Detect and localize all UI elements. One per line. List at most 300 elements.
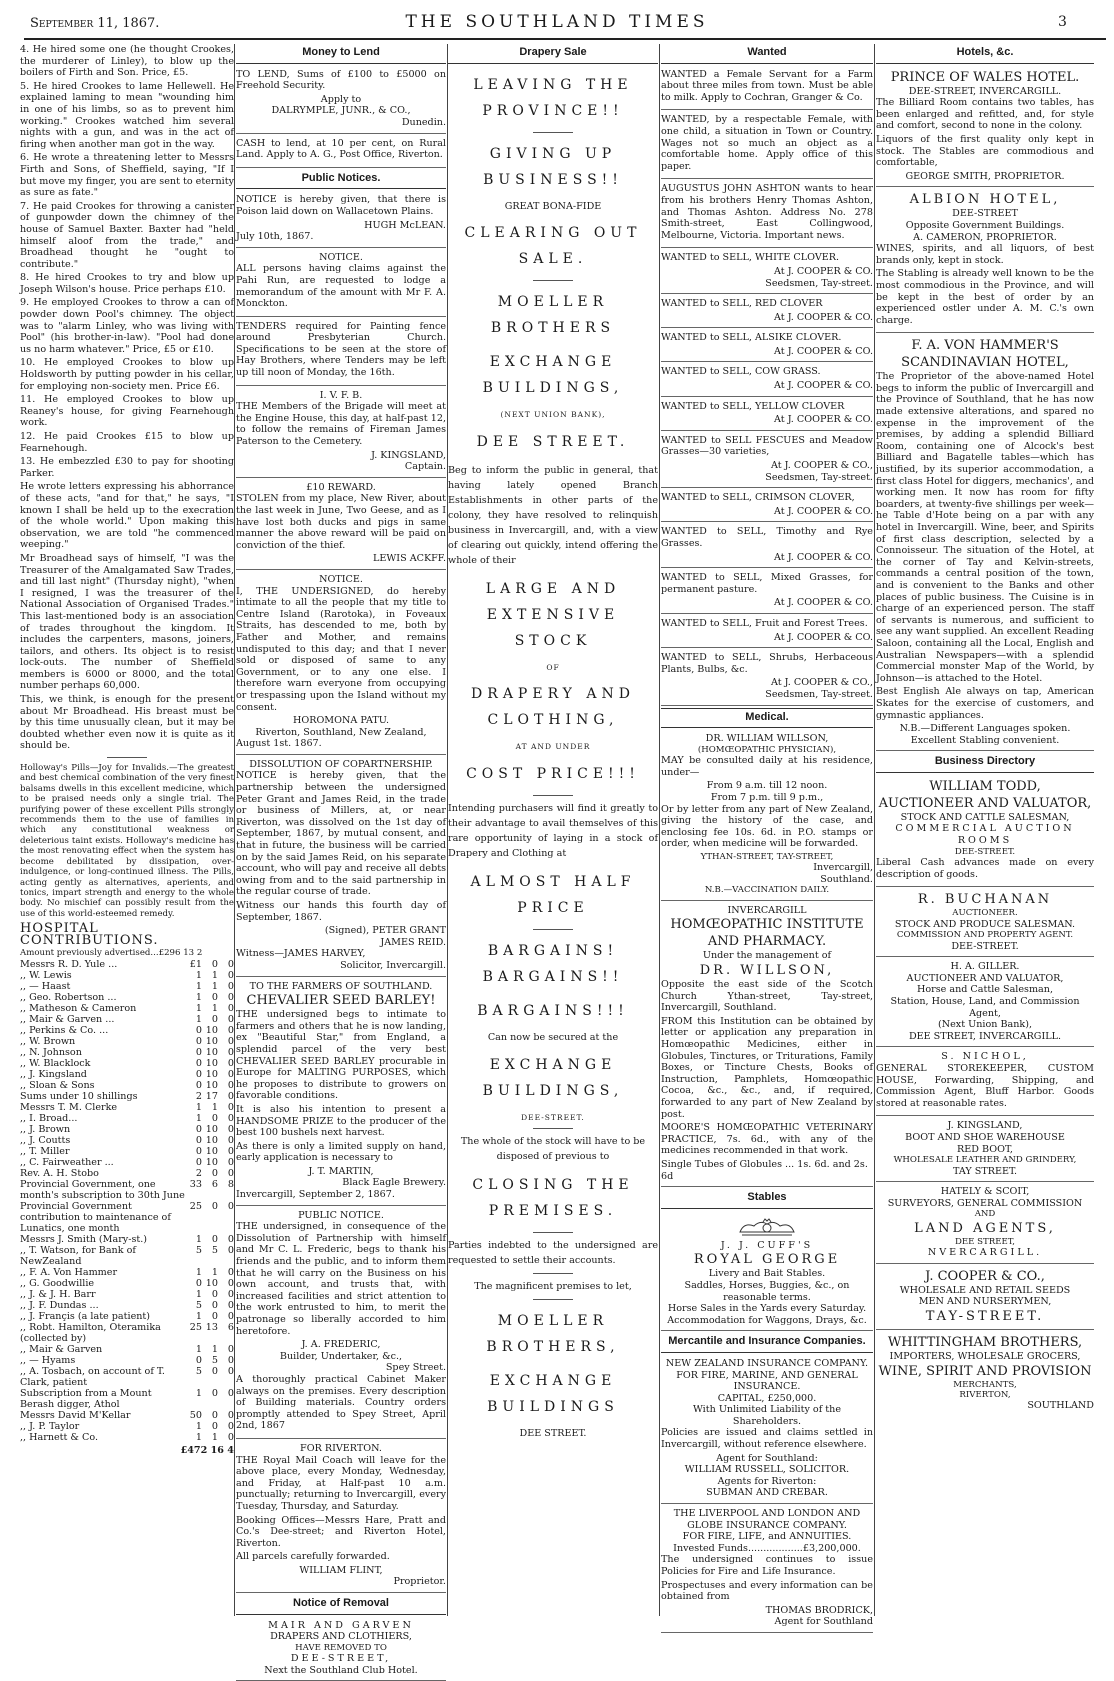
table-row — [20, 1245, 234, 1267]
masthead-rule — [24, 38, 1106, 40]
amount-cell: 0 — [227, 1299, 234, 1311]
amount-cell: 0 — [227, 1013, 234, 1025]
contributor-name: Messrs R. D. Yule ... — [20, 958, 118, 970]
contributor-name: ,, Mair & Garven ... — [20, 1013, 115, 1025]
table-row — [20, 1311, 234, 1322]
amount-cell: 0 — [227, 1200, 234, 1212]
article-paragraph: 8. He hired Crookes to try and blow up Joseph Wilson's house. Price perhaps £10. — [20, 272, 234, 295]
notice-reward: £10 REWARD. STOLEN from my place, New River, about the last week in June, Two Geese, and as I have lost both ducks and pigs in same manner the above reward will be paid on conviction of the thief. LEWIS ACKFF. — [236, 480, 446, 570]
amount-cell: 1 — [195, 1266, 202, 1278]
amount-cell: 1 — [195, 1112, 202, 1124]
amount-cell: 0 — [195, 1079, 202, 1091]
amount-cell: 0 — [227, 1112, 234, 1124]
contributor-name: ,, A. Tosbach, on account of T. Clark, patient — [20, 1365, 165, 1388]
wanted-ashton: AUGUSTUS JOHN ASHTON wants to hear from his brothers Henry Thomas Ashton, and Thomas Ashton. Address No. 278 Smith-street, East Collingwood, Melbourne, Victoria. Important news. — [661, 181, 873, 248]
contributor-name: ,, J. & J. H. Barr — [20, 1288, 96, 1300]
section-business-directory: Business Directory — [876, 753, 1094, 773]
headline-bona-fide: GREAT BONA-FIDE — [504, 200, 602, 212]
table-row — [20, 1146, 234, 1157]
column-rule — [234, 44, 235, 1616]
advert-cooper: J. COOPER & CO., WHOLESALE AND RETAIL SEEDS MEN AND NURSERYMEN, TAY-STREET. — [876, 1266, 1094, 1330]
seed-advert — [661, 616, 873, 648]
divider — [533, 1232, 573, 1233]
amount-cell: 5 — [211, 1244, 218, 1256]
amount-cell: 0 — [195, 1156, 202, 1168]
seed-advert — [661, 250, 873, 294]
headline-bargains-2: BARGAINS!!! — [477, 1002, 629, 1019]
amount-cell: 10 — [205, 1024, 218, 1036]
section-public-notices: Public Notices. — [236, 170, 446, 190]
seed-advert-text: WANTED to SELL, Shrubs, Herbaceous Plants, Bulbs, &c. — [661, 652, 873, 675]
seed-advert-seller: At J. COOPER & CO. — [774, 551, 873, 563]
amount-cell: 10 — [205, 1134, 218, 1146]
holloway-advert: Holloway's Pills—Joy for Invalids.—The greatest and best chemical combination of the very finest balsams dwells in this excellent medicine, which to be praised needs only a single trial. The purifying power of these excellent Pills strongly recommends them to the use of families in which any constitutional weakness or deleterious taint exists. Holloway's medicine has the most renovating effect when the system has become debilitated by dissipation, over-indulgence, or long-continued illness. The Pills, acting gently as alternatives, aperients, and tonics, impart strength and energy to the whole body. No mischief can possibly result from the use of this world-esteemed remedy. — [20, 763, 234, 919]
seed-advert-seller: At J. COOPER & CO. — [774, 265, 873, 277]
drapery-secured: Can now be secured at the — [487, 1031, 619, 1043]
notice-fire-brigade: I. V. F. B. THE Members of the Brigade will meet at the Engine House, this day, at half-past 12, to follow the remains of Fireman James Paterson to the Cemetery. J. KINGSLAND, Captain. — [236, 388, 446, 478]
contributor-name: ,, W. Lewis — [20, 969, 72, 981]
seed-advert — [661, 330, 873, 362]
amount-cell: 2 — [195, 1090, 202, 1102]
amount-cell: 0 — [195, 1035, 202, 1047]
seed-advert — [661, 399, 873, 431]
advert-nichol: S. NICHOL, GENERAL STOREKEEPER, CUSTOM HOUSE, Forwarding, Shipping, and Commission Agent, Bluff Harbor. Goods stored at reasonable rates. — [876, 1049, 1094, 1116]
table-row — [20, 981, 234, 992]
notice-poison: NOTICE is hereby given, that there is Poison laid down on Wallacetown Plains. HUGH McLEAN. July 10th, 1867. — [236, 192, 446, 247]
contributor-name: ,, Sloan & Sons — [20, 1079, 95, 1091]
contributor-name: ,, Robt. Hamilton, Oteramika (collected by) — [20, 1321, 161, 1344]
advert-hately-scoit: HATELY & SCOIT, SURVEYORS, GENERAL COMMISSION AND LAND AGENTS, DEE STREET, NVERCARGILL. — [876, 1184, 1094, 1264]
contributor-name: ,, Harnett & Co. — [20, 1431, 99, 1443]
amount-cell: 10 — [205, 1123, 218, 1135]
amount-cell: 10 — [205, 1079, 218, 1091]
article-paragraph: 10. He employed Crookes to blow up Holdsworth by putting powder in his cellar, for employing non-society men. Price £6. — [20, 357, 234, 392]
table-row — [20, 1344, 234, 1355]
amount-cell: 0 — [211, 991, 218, 1003]
amount-cell: 2 — [195, 1167, 202, 1179]
amount-cell: 10 — [205, 1035, 218, 1047]
amount-cell: 0 — [227, 1310, 234, 1322]
seed-advert-text: WANTED to SELL, YELLOW CLOVER — [661, 400, 845, 412]
amount-cell: 0 — [211, 1112, 218, 1124]
table-row — [20, 1289, 234, 1300]
amount-cell: 0 — [211, 958, 218, 970]
amount-cell: 1 — [195, 1002, 202, 1014]
headline-of: OF — [546, 662, 560, 672]
seed-advert — [661, 296, 873, 328]
section-medical: Medical. — [661, 708, 873, 729]
table-row — [20, 1113, 234, 1124]
section-mercantile: Mercantile and Insurance Companies. — [661, 1333, 873, 1353]
headline-closing: CLOSING THE PREMISES. — [472, 1177, 634, 1220]
notice-centre-island: NOTICE. I, THE UNDERSIGNED, do hereby intimate to all the people that my title to Centre Island (Rarotoka), in Foveaux Straits, has descended to me, both by Father and Mother, and remains undisputed to this day; and that I never sold or disposed of same to any Government, or to any one else. I therefore warn everyone from occupying or trespassing upon the Island without my consent. HOROMONA PATU. Riverton, Southland, New Zealand, August 1st. 1867. — [236, 572, 446, 755]
headline-dee-street: DEE STREET. — [476, 433, 630, 450]
amount-cell: 1 — [211, 1266, 218, 1278]
advert-homeopathic: INVERCARGILL HOMŒOPATHIC INSTITUTE AND PHARMACY. Under the management of DR. WILLSON, Opposite the east side of the Scotch Church Ythan-street, Tay-street, Invercargill, Southland. FROM this Institution can be obtained by letter or application any preparation in Homœopathic Medicines, either in Globules, Tinctures, or Triturations, Family Boxes, or Tincture Chests, Books of Instruction, Pamphlets, Homœopathic Cocoa, &c., &c., and, if required, forwarded to any part of New Zealand by post. MOORE'S HOMŒOPATHIC VETERINARY PRACTICE, 7s. 6d., with any of the medicines recommended in that work. Single Tubes of Globules ... 1s. 6d. and 2s. 6d — [661, 903, 873, 1187]
contributor-name: ,, J. Coutts — [20, 1134, 71, 1146]
amount-cell: 0 — [211, 1387, 218, 1399]
divider — [107, 757, 147, 758]
seed-advert-text: WANTED to SELL, Timothy and Rye Grasses. — [661, 526, 873, 549]
amount-cell: 0 — [211, 1365, 218, 1377]
table-row — [20, 1410, 234, 1421]
headline-drapery-clothing: DRAPERY AND CLOTHING, — [471, 686, 635, 729]
headline-half-price: ALMOST HALF PRICE — [470, 873, 636, 916]
table-row — [20, 970, 234, 981]
amount-cell: 0 — [195, 1057, 202, 1069]
table-row — [20, 1278, 234, 1289]
amount-cell: 1 — [195, 991, 202, 1003]
headline-leaving: LEAVING THE PROVINCE!! — [473, 76, 633, 119]
divider — [533, 1273, 573, 1274]
table-row — [20, 1366, 234, 1388]
contributor-name: Subscription from a Mount Berash digger, Athol — [20, 1387, 152, 1410]
column-news — [20, 44, 234, 1614]
section-drapery-sale: Drapery Sale — [448, 44, 658, 64]
contributor-name: ,, C. Fairweather ... — [20, 1156, 114, 1168]
seed-advert-seller: At J. COOPER & CO., — [771, 460, 873, 472]
amount-cell: 0 — [227, 1409, 234, 1421]
column-hotels — [876, 44, 1094, 1614]
article-paragraph: 11. He employed Crookes to blow up Reaney's house, for giving Fearnehough work. — [20, 394, 234, 429]
amount-cell: 0 — [195, 1068, 202, 1080]
amount-cell: 0 — [195, 1046, 202, 1058]
amount-cell: 8 — [227, 1178, 234, 1190]
headline-moeller: MOELLER BROTHERS — [490, 294, 616, 337]
article-paragraph: 6. He wrote a threatening letter to Messrs Firth and Sons, of Sheffield, saying, "If I but move my finger, you are sent to eternity as sure as fate." — [20, 152, 234, 199]
amount-cell: 0 — [211, 1288, 218, 1300]
contributor-name: Rev. A. H. Stobo — [20, 1167, 99, 1179]
headline-stock: LARGE AND EXTENSIVE STOCK — [485, 580, 621, 649]
table-row — [20, 1355, 234, 1366]
article-paragraph: 7. He paid Crookes for throwing a canister of gunpowder down the chimney of the house of Samuel Baxter. Baxter had "held himself aloof from the trade," and Broadhead thought he "ought to contribute." — [20, 200, 234, 270]
advert-scandinavian: F. A. VON HAMMER'S SCANDINAVIAN HOTEL, The Proprietor of the above-named Hotel begs to inform the public of Invercargill and the Province of Southland, that he has now made extensive alterations, and spared no expense in the improvement of the premises, by adding a splendid Billiard Room, containing one of Alcock's best Billiard and Bagatelle tables—which has justified, by its superior accommodation, a first class Hotel for diggers, mechanics', and working men. It now has room for fifty boarders, at twenty-five shillings per week—he Table d'Hote being on a par with any hotel in Invercargill. Wine, beer, and Spirits of first class description, selected by a Connoisseur. The situation of the Hotel, at the corner of Tay and Kelvin-streets, commands a central position of the town, and is convenient to the Banks and other places of public business. The Cuisine is in charge of an experienced person. The staff of servants is numerous, and sufficient to see any want supplied. An excellent Reading Saloon, containing all the Local, English and Australian Newspapers—with a splendid Commercial monster Map of the World, by Johnson—is attached to the Hotel. Best English Ale always on tap, American Skates for the exercise of customers, and gymnastic appliances. N.B.—Different Languages spoken. Excellent Stabling convenient. — [876, 335, 1094, 751]
seed-adverts — [661, 250, 873, 705]
amount-cell: 10 — [205, 1046, 218, 1058]
divider — [533, 280, 573, 281]
advert-kingsland: J. KINGSLAND, BOOT AND SHOE WAREHOUSE RED BOOT, WHOLESALE LEATHER AND GRINDERY, TAY STREET. — [876, 1118, 1094, 1182]
amount-cell: 25 — [189, 1321, 202, 1333]
seed-advert-seller: At J. COOPER & CO. — [774, 311, 873, 323]
masthead — [0, 0, 1114, 40]
contributor-name: ,, J. P. Taylor — [20, 1420, 80, 1432]
amount-cell: 10 — [205, 1156, 218, 1168]
amount-cell: 0 — [227, 1057, 234, 1069]
column-rule — [874, 44, 875, 1616]
amount-cell: 10 — [205, 1145, 218, 1157]
amount-cell: 1 — [211, 969, 218, 981]
amount-cell: 0 — [195, 1123, 202, 1135]
seed-advert-seller: At J. COOPER & CO. — [774, 414, 873, 426]
article-paragraph: 9. He employed Crookes to throw a can of powder down Pool's chimney. The object was to "alarm Linley, who was living with Pool" (his brother-in-law). "Pool had done us no harm whatever." Price, £5 or £10. — [20, 297, 234, 355]
amount-cell: 0 — [227, 1277, 234, 1289]
amount-cell: 0 — [195, 1145, 202, 1157]
seed-advert-text: WANTED to SELL, COW GRASS. — [661, 366, 821, 378]
table-row — [20, 1201, 234, 1234]
contributor-name: Messrs J. Smith (Mary-st.) — [20, 1233, 148, 1245]
amount-cell: 0 — [227, 1145, 234, 1157]
seed-advert-seller: Seedsmen, Tay-street. — [765, 277, 873, 289]
advert-whittingham: WHITTINGHAM BROTHERS, IMPORTERS, WHOLESALE GROCERS, WINE, SPIRIT AND PROVISION MERCHANTS, RIVERTON, SOUTHLAND — [878, 1334, 1094, 1412]
column-notices — [236, 44, 446, 1676]
table-row — [20, 1168, 234, 1179]
seed-advert-seller: At J. COOPER & CO., — [771, 677, 873, 689]
contributor-name: ,, J. Françis (a late patient) — [20, 1310, 151, 1322]
table-row — [20, 1157, 234, 1168]
amount-cell: 0 — [227, 1354, 234, 1366]
amount-cell: 0 — [227, 1002, 234, 1014]
seed-advert-seller: Seedsmen, Tay-street. — [765, 688, 873, 700]
contributor-name: ,, F. A. Von Hammer — [20, 1266, 118, 1278]
amount-cell: 5 — [195, 1365, 202, 1377]
table-row — [20, 1058, 234, 1069]
page-number: 3 — [1058, 14, 1067, 30]
amount-cell: 0 — [211, 1420, 218, 1432]
amount-cell: 0 — [227, 991, 234, 1003]
amount-cell: 0 — [227, 1156, 234, 1168]
section-hotels: Hotels, &c. — [876, 44, 1094, 64]
contributor-name: Sums under 10 shillings — [20, 1090, 138, 1102]
amount-cell: 0 — [211, 1409, 218, 1421]
amount-cell: 0 — [227, 1420, 234, 1432]
seed-advert — [661, 433, 873, 488]
amount-cell: 0 — [227, 958, 234, 970]
table-row — [20, 1036, 234, 1047]
hospital-contributions-table — [20, 959, 234, 1443]
seed-advert — [661, 570, 873, 614]
table-row — [20, 1003, 234, 1014]
drapery-para-4: Parties indebted to the undersigned are requested to settle their accounts. — [448, 1240, 658, 1267]
seed-advert-text: WANTED to SELL FESCUES and Meadow Grasses—30 varieties, — [661, 434, 873, 458]
amount-cell: 13 — [205, 1321, 218, 1333]
advert-cash: CASH to lend, at 10 per cent, on Rural Land. Apply to A. G., Post Office, Riverton. — [236, 136, 446, 168]
contributor-name: Messrs T. M. Clerke — [20, 1101, 118, 1113]
hospital-title: HOSPITAL CONTRIBUTIONS. — [20, 921, 159, 948]
table-row — [20, 1267, 234, 1278]
contributor-name: ,, G. Goodwillie — [20, 1277, 95, 1289]
amount-cell: 5 — [195, 1244, 202, 1256]
amount-cell: 0 — [227, 1266, 234, 1278]
contributor-name: ,, J. F. Dundas ... — [20, 1299, 99, 1311]
headline-exchange-2: EXCHANGE BUILDINGS, — [482, 1056, 624, 1099]
amount-cell: 0 — [227, 1365, 234, 1377]
amount-cell: 0 — [227, 1288, 234, 1300]
amount-cell: 1 — [211, 1343, 218, 1355]
broadhead-article — [20, 44, 234, 752]
contributor-name: ,, Perkins & Co. ... — [20, 1024, 109, 1036]
amount-cell: 0 — [195, 1277, 202, 1289]
amount-cell: 1 — [195, 1101, 202, 1113]
amount-cell: 1 — [195, 1343, 202, 1355]
table-row — [20, 1135, 234, 1146]
headline-clearing: CLEARING OUT SALE. — [464, 225, 642, 268]
amount-cell: 1 — [195, 1431, 202, 1443]
seed-advert-seller: At J. COOPER & CO. — [774, 505, 873, 517]
drapery-para-5: The magnificent premises to let, — [474, 1281, 632, 1293]
seed-advert-seller: At J. COOPER & CO. — [774, 345, 873, 357]
article-paragraph: This, we think, is enough for the present about Mr Broadhead. His breast must be by this time unusually clean, but it may be doubted whether even now it is quite as it should be. — [20, 694, 234, 752]
amount-cell: 1 — [195, 1288, 202, 1300]
headline-moeller-2: MOELLER BROTHERS, — [486, 1313, 620, 1356]
column-wanted — [661, 44, 873, 1628]
seed-advert — [661, 364, 873, 396]
seed-advert — [661, 524, 873, 568]
amount-cell: £1 — [189, 958, 202, 970]
amount-cell: 0 — [227, 969, 234, 981]
article-paragraph: 13. He embezzled £30 to pay for shooting Parker. — [20, 456, 234, 479]
seed-advert-text: WANTED to SELL, WHITE CLOVER. — [661, 252, 840, 264]
amount-cell: 1 — [211, 1101, 218, 1113]
amount-cell: 1 — [195, 1233, 202, 1245]
amount-cell: 0 — [227, 1101, 234, 1113]
divider — [533, 929, 573, 930]
divider — [533, 1299, 573, 1300]
section-wanted: Wanted — [661, 44, 873, 64]
contributor-name: ,, N. Johnson — [20, 1046, 82, 1058]
amount-cell: 6 — [227, 1321, 234, 1333]
amount-cell: 0 — [227, 980, 234, 992]
amount-cell: 0 — [227, 1079, 234, 1091]
seed-advert-text: WANTED to SELL, ALSIKE CLOVER. — [661, 332, 842, 344]
seed-advert-seller: At J. COOPER & CO. — [774, 631, 873, 643]
amount-cell: 0 — [211, 1233, 218, 1245]
notice-dissolution: DISSOLUTION OF COPARTNERSHIP. NOTICE is hereby given, that the partnership between the undersigned Peter Grant and James Reid, in the trade or business of Millers, at, or near Riverton, was dissolved on the 1st day of September, 1867, by mutual consent, and that in future, the business will be carried on by the said James Reid, on his separate account, who will pay and receive all debts owing from and to the said partnership in the regular course of trade. Witness our hands this fourth day of September, 1867. (Signed), PETER GRANT JAMES REID. Witness—JAMES HARVEY, Solicitor, Invercargill. — [236, 757, 446, 977]
seed-advert-text: WANTED to SELL, Fruit and Forest Trees. — [661, 617, 868, 629]
advert-nz-insurance: NEW ZEALAND INSURANCE COMPANY. FOR FIRE, MARINE, AND GENERAL INSURANCE. CAPITAL, £250,000. With Unlimited Liability of the Shareholders. Policies are issued and claims settled in Invercargill, without reference elsewhere. Agent for Southland: WILLIAM RUSSELL, SOLICITOR. Agents for Riverton: SUBMAN AND CREBAR. — [661, 1356, 873, 1504]
headline-exchange: EXCHANGE BUILDINGS, — [482, 354, 624, 397]
seed-advert-text: WANTED to SELL, Mixed Grasses, for permanent pasture. — [661, 572, 873, 595]
headline-cost-price: COST PRICE!!! — [466, 765, 640, 782]
amount-cell: 0 — [211, 1200, 218, 1212]
table-row — [20, 1091, 234, 1102]
table-row — [20, 1080, 234, 1091]
amount-cell: 0 — [227, 1068, 234, 1080]
seed-advert-text: WANTED to SELL, CRIMSON CLOVER, — [661, 492, 855, 504]
drapery-para-3: The whole of the stock will have to be disposed of previous to — [460, 1136, 646, 1163]
section-stables: Stables — [661, 1189, 873, 1209]
drapery-para-1: Beg to inform the public in general, that having lately opened Branch Establishments in other parts of the colony, they have resolved to relinquish business in Invercargill, and, with a view of clearing out quickly, intend offering the whole of their — [448, 464, 658, 566]
headline-union-bank: (NEXT UNION BANK), — [500, 410, 606, 420]
wanted-servant: WANTED a Female Servant for a Farm about three miles from town. Must be able to milk. Apply to Cochran, Granger & Co. — [661, 67, 873, 111]
seed-advert — [661, 490, 873, 522]
royal-crest-icon — [732, 1216, 802, 1238]
amount-cell: 0 — [211, 1013, 218, 1025]
contributor-name: ,, — Hyams — [20, 1354, 76, 1366]
column-drapery-sale — [448, 44, 658, 1614]
seed-advert-seller: Seedsmen, Tay-street. — [765, 471, 873, 483]
amount-cell: 33 — [189, 1178, 202, 1190]
seed-advert-seller: At J. COOPER & CO. — [774, 597, 873, 609]
hospital-previous: Amount previously advertised...£296 13 2 — [20, 948, 203, 959]
amount-cell: 0 — [227, 1046, 234, 1058]
advert-prince-of-wales: PRINCE OF WALES HOTEL. DEE-STREET, INVERCARGILL. The Billiard Room contains two tables, has been enlarged and refitted, and, for style and comfort, second to none in the colony. Liquors of the first quality only kept in stock. The Stables are commodious and comfortable, GEORGE SMITH, PROPRIETOR. — [876, 67, 1094, 188]
table-row — [20, 1069, 234, 1080]
divider — [533, 132, 573, 133]
advert-cuff: J. J. CUFF'S ROYAL GEORGE Livery and Bait Stables. Saddles, Horses, Buggies, &c., on reasonable terms. Horse Sales in the Yards every Saturday. Accommodation for Waggons, Drays, &c. — [661, 1212, 873, 1332]
notice-pahi-run: NOTICE. ALL persons having claims against the Pahi Run, are requested to lodge a memorandum of the amount with Mr F. A. Monckton. — [236, 250, 446, 317]
amount-cell: 10 — [205, 1057, 218, 1069]
notice-frederic: PUBLIC NOTICE. THE undersigned, in consequence of the Dissolution of Partnership with himself and Mr C. L. Frederic, begs to thank his friends and the public, and to inform them that he will carry on the Business on his own account, and trusts that, with increased facilities and strict attention to the work entrusted to him, to merit the patronage so liberally accorded to him heretofore. J. A. FREDERIC, Builder, Undertaker, &c., Spey Street. A thoroughly practical Cabinet Maker always on the premises. Every description of Building materials. Country orders promptly attended to Spey Street, April 2nd, 1867 — [236, 1208, 446, 1439]
notice-riverton-coach: FOR RIVERTON. THE Royal Mail Coach will leave for the above place, every Monday, Wednesday, and Friday, at Half-past 10 a.m. punctually; returning to Invercargill, every Tuesday, Thursday, and Saturday. Booking Offices—Messrs Hare, Pratt and Co.'s Dee-street; and Riverton Hotel, Riverton. All parcels carefully forwarded. WILLIAM FLINT, Proprietor. — [236, 1441, 446, 1593]
divider — [533, 1128, 573, 1129]
amount-cell: 1 — [195, 969, 202, 981]
wanted-situation: WANTED, by a respectable Female, with one child, a situation in Town or Country. Wages not so much an object as a comfortable home. Apply office of this paper. — [661, 112, 873, 179]
table-row — [20, 1124, 234, 1135]
amount-cell: 0 — [227, 1167, 234, 1179]
amount-cell: 25 — [189, 1200, 202, 1212]
article-paragraph: 5. He hired Crookes to lame Hellewell. He explained laming to mean "wounding him in one of his limbs, so as to prevent him working." Crookes watched him several nights with a gun, and was in the act of firing when another man got in the way. — [20, 80, 234, 150]
contributor-name: ,, J. Kingsland — [20, 1068, 87, 1080]
drapery-para-2: Intending purchasers will find it greatly to their advantage to avail themselves of this rare opportunity of laying in a stock of Drapery and Clothing at — [448, 802, 658, 859]
amount-cell: 0 — [211, 1167, 218, 1179]
contributor-name: ,, W. Blacklock — [20, 1057, 91, 1069]
headline-exchange-3: EXCHANGE BUILDINGS — [487, 1373, 619, 1416]
advert-lend: TO LEND, Sums of £100 to £5000 on Freehold Security. Apply to DALRYMPLE, JUNR., & CO., Dunedin. — [236, 67, 446, 134]
advert-todd: WILLIAM TODD, AUCTIONEER AND VALUATOR, STOCK AND CATTLE SALESMAN, COMMERCIAL AUCTION ROOMS DEE-STREET. Liberal Cash advances made on every description of goods. — [876, 776, 1094, 887]
notice-removal: MAIR AND GARVEN DRAPERS AND CLOTHIERS, HAVE REMOVED TO DEE-STREET, Next the Southland Club Hotel. — [236, 1618, 446, 1681]
headline-giving-up: GIVING UP BUSINESS!! — [483, 145, 623, 188]
column-rule — [659, 44, 660, 1616]
table-row — [20, 1322, 234, 1344]
contributor-name: ,, J. Brown — [20, 1123, 71, 1135]
amount-cell: 0 — [211, 1310, 218, 1322]
contributor-name: ,, Mair & Garven — [20, 1343, 103, 1355]
advert-albion: ALBION HOTEL, DEE-STREET Opposite Government Buildings. A. CAMERON, PROPRIETOR. WINES, spirits, and all liquors, of best brands only, kept in stock. The Stabling is already well known to be the most commodious in the Province, and will be kept in the best of order by an experienced ostler under A. M. C.'s own charge. — [876, 189, 1094, 333]
seed-advert — [661, 650, 873, 705]
amount-cell: 0 — [211, 1299, 218, 1311]
table-row — [20, 959, 234, 970]
table-row — [20, 1234, 234, 1245]
amount-cell: 0 — [227, 1244, 234, 1256]
contributor-name: Messrs David M'Kellar — [20, 1409, 131, 1421]
advert-buchanan: R. BUCHANAN AUCTIONEER. STOCK AND PRODUCE SALESMAN. COMMISSION AND PROPERTY AGENT. DEE-STREET. — [876, 889, 1094, 957]
seed-advert-seller: At J. COOPER & CO. — [774, 380, 873, 392]
headline-at-under: AT AND UNDER — [515, 742, 591, 752]
advert-giller: H. A. GILLER. AUCTIONEER AND VALUATOR, Horse and Cattle Salesman, Station, House, Land, and Commission Agent, (Next Union Bank), DEE STREET, INVERCARGILL. — [876, 959, 1094, 1047]
amount-cell: 0 — [195, 1134, 202, 1146]
table-row — [20, 1421, 234, 1432]
contributor-name: ,, Geo. Robertson ... — [20, 991, 117, 1003]
amount-cell: 5 — [211, 1354, 218, 1366]
amount-cell: 1 — [195, 1387, 202, 1399]
masthead-title: THE SOUTHLAND TIMES — [405, 12, 709, 32]
table-row — [20, 1300, 234, 1311]
article-paragraph: 12. He paid Crookes £15 to blow up Fearnehough. — [20, 431, 234, 454]
amount-cell: 0 — [227, 1024, 234, 1036]
amount-cell: 0 — [227, 1343, 234, 1355]
amount-cell: 10 — [205, 1068, 218, 1080]
amount-cell: 50 — [189, 1409, 202, 1421]
section-removal: Notice of Removal — [236, 1595, 446, 1615]
table-row — [20, 1014, 234, 1025]
amount-cell: 0 — [227, 1090, 234, 1102]
amount-cell: 1 — [211, 1431, 218, 1443]
advert-liverpool-london: THE LIVERPOOL AND LONDON AND GLOBE INSURANCE COMPANY. FOR FIRE, LIFE, and ANNUITIES. Invested Funds..................£3,200,000. The undersigned continues to issue Policies for Fire and Life Insurance. Prospectuses and every information can be obtained from THOMAS BRODRICK, Agent for Southland — [661, 1506, 873, 1633]
amount-cell: 1 — [195, 980, 202, 992]
contributor-name: ,, W. Brown — [20, 1035, 76, 1047]
amount-cell: 0 — [227, 1123, 234, 1135]
notice-seed-barley: TO THE FARMERS OF SOUTHLAND. CHEVALIER SEED BARLEY! THE undersigned begs to intimate to farmers and others that he is now landing, ex "Beautiful Star," from England, a splendid parcel of the very best CHEVALIER SEED BARLEY procurable in Europe for MALTING PURPOSES, which he proposes to distribute to growers on favorable conditions. It is also his intention to present a HANDSOME PRIZE to the producer of the best 100 bushels next harvest. As there is only a limited supply on hand, early application is necessary to J. T. MARTIN, Black Eagle Brewery. Invercargill, September 2, 1867. — [236, 979, 446, 1206]
table-row — [20, 1047, 234, 1058]
amount-cell: 10 — [205, 1277, 218, 1289]
amount-cell: 1 — [211, 980, 218, 992]
headline-dee-street-2: DEE-STREET. — [521, 1112, 585, 1122]
amount-cell: 0 — [195, 1024, 202, 1036]
contributor-name: ,, Matheson & Cameron — [20, 1002, 137, 1014]
table-row — [20, 1025, 234, 1036]
masthead-date: September 11, 1867. — [30, 16, 160, 31]
amount-cell: 0 — [227, 1233, 234, 1245]
